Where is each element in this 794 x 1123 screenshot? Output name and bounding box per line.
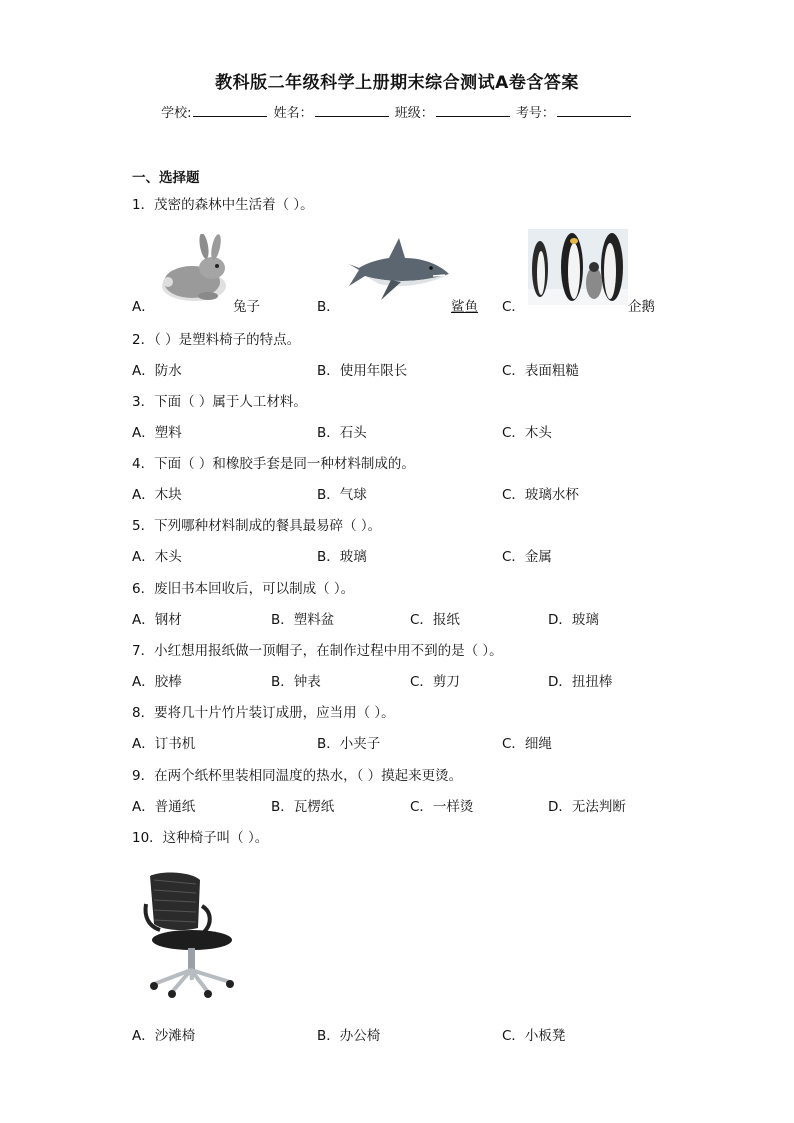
option-caption: 企鹅 [628, 299, 655, 315]
office-chair-image [142, 870, 238, 1000]
option[interactable]: C．表面粗糙 [502, 363, 579, 379]
question-stem: 2．（ ）是塑料椅子的特点。 [132, 332, 301, 348]
class-label: 班级： [394, 106, 434, 121]
option[interactable]: A．塑料 [132, 425, 182, 441]
question-stem: 10．这种椅子叫（ ）。 [132, 830, 269, 846]
option[interactable]: A．普通纸 [132, 799, 196, 815]
option[interactable]: C．木头 [502, 425, 552, 441]
school-blank[interactable] [193, 104, 267, 117]
option-letter[interactable]: A． [132, 299, 155, 315]
penguin-image [528, 229, 628, 305]
name-label: 姓名： [273, 106, 313, 121]
option[interactable]: B．钟表 [271, 674, 321, 690]
exam-number-blank[interactable] [557, 104, 631, 117]
page-title: 教科版二年级科学上册期末综合测试A卷含答案 [215, 73, 579, 93]
class-blank[interactable] [436, 104, 510, 117]
option[interactable]: C．小板凳 [502, 1028, 566, 1044]
question-stem: 1．茂密的森林中生活着（ ）。 [132, 197, 314, 213]
exam-number-label: 考号： [515, 106, 555, 121]
option[interactable]: C．报纸 [410, 612, 460, 628]
question-stem: 9．在两个纸杯里装相同温度的热水，（ ）摸起来更烫。 [132, 768, 463, 784]
option[interactable]: A．沙滩椅 [132, 1028, 196, 1044]
option-caption: 兔子 [233, 299, 260, 315]
option[interactable]: C．一样烫 [410, 799, 474, 815]
rabbit-image [160, 234, 232, 304]
option[interactable]: C．细绳 [502, 736, 552, 752]
question-stem: 6．废旧书本回收后，可以制成（ ）。 [132, 581, 355, 597]
shark-image [345, 234, 451, 306]
option[interactable]: B．小夹子 [317, 736, 381, 752]
option-letter[interactable]: B． [317, 299, 340, 315]
option[interactable]: B．办公椅 [317, 1028, 381, 1044]
option[interactable]: A．订书机 [132, 736, 196, 752]
option[interactable]: A．胶棒 [132, 674, 182, 690]
option[interactable]: B．使用年限长 [317, 363, 408, 379]
option[interactable]: D．扭扭棒 [548, 674, 613, 690]
school-label: 学校: [161, 106, 192, 121]
student-info-line [0, 102, 794, 121]
option[interactable]: C．剪刀 [410, 674, 460, 690]
question-stem: 8．要将几十片竹片装订成册，应当用（ ）。 [132, 705, 395, 721]
option[interactable]: B．玻璃 [317, 549, 367, 565]
option[interactable]: B．塑料盆 [271, 612, 335, 628]
option[interactable]: A．木头 [132, 549, 182, 565]
question-stem: 7．小红想用报纸做一顶帽子，在制作过程中用不到的是（ ）。 [132, 643, 503, 659]
option[interactable]: C．金属 [502, 549, 552, 565]
option[interactable]: B．石头 [317, 425, 367, 441]
option-letter[interactable]: C． [502, 299, 525, 315]
section-title: 一、选择题 [132, 170, 200, 186]
option[interactable]: A．钢材 [132, 612, 182, 628]
option[interactable]: D．无法判断 [548, 799, 626, 815]
question-stem: 5．下列哪种材料制成的餐具最易碎（ ）。 [132, 518, 382, 534]
name-blank[interactable] [315, 104, 389, 117]
option-caption: 鲨鱼 [451, 299, 478, 315]
option[interactable]: B．气球 [317, 487, 367, 503]
question-stem: 3．下面（ ）属于人工材料。 [132, 394, 307, 410]
option[interactable]: A．防水 [132, 363, 182, 379]
option[interactable]: B．瓦楞纸 [271, 799, 335, 815]
question-stem: 4．下面（ ）和橡胶手套是同一种材料制成的。 [132, 456, 415, 472]
option[interactable]: A．木块 [132, 487, 182, 503]
option[interactable]: D．玻璃 [548, 612, 599, 628]
option[interactable]: C．玻璃水杯 [502, 487, 579, 503]
